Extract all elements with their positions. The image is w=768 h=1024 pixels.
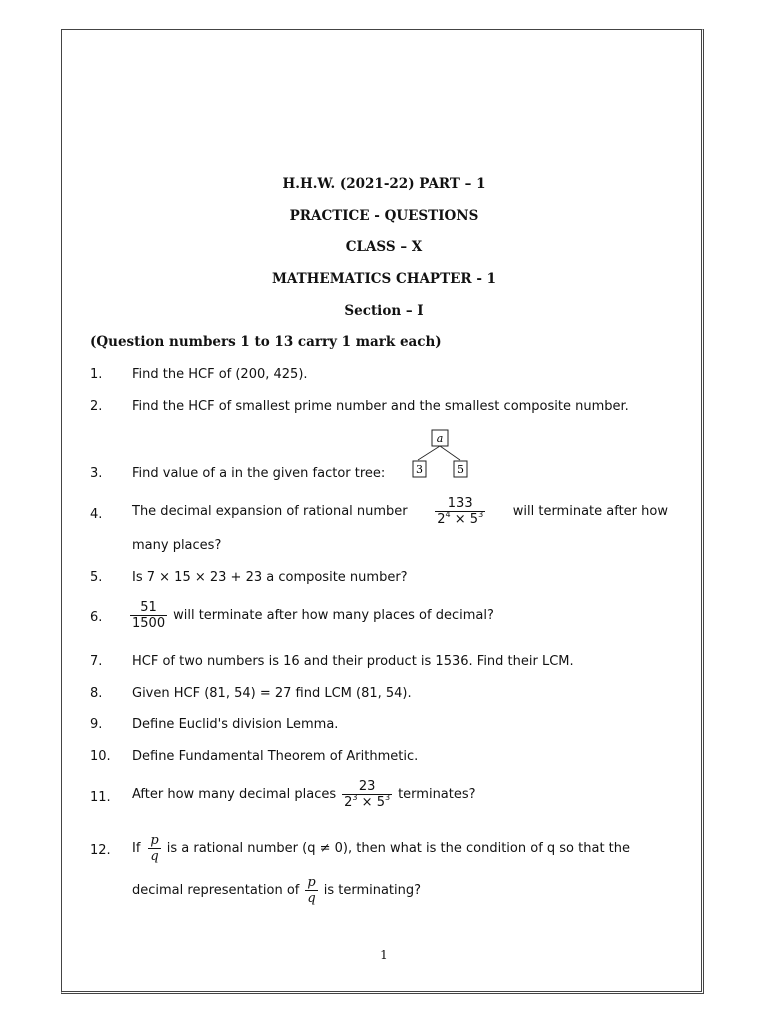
fraction xyxy=(130,600,167,631)
header-subtitle: PRACTICE - QUESTIONS xyxy=(289,208,479,224)
question-number: 5. xyxy=(90,570,103,585)
question-number: 8. xyxy=(90,686,103,701)
fraction-numerator: p xyxy=(150,833,159,848)
header-title: H.H.W. (2021-22) PART – 1 xyxy=(282,176,486,192)
fraction-denominator: $2^4 \times 5^3$ xyxy=(437,510,484,527)
question-text: The decimal expansion of rational number xyxy=(132,503,408,519)
fraction-denominator: 1500 xyxy=(132,616,166,631)
fraction-numerator: p xyxy=(307,875,316,890)
factor-tree-left: 3 xyxy=(416,463,423,476)
fraction-numerator: 51 xyxy=(130,600,167,616)
fraction xyxy=(305,875,317,906)
question-number: 12. xyxy=(90,843,111,858)
question-text-continued: will terminate after how xyxy=(512,503,668,519)
fraction xyxy=(435,496,485,527)
question-text: Is 7 × 15 × 23 + 23 a composite number? xyxy=(132,570,408,585)
question-text: decimal representation of xyxy=(132,882,300,898)
fraction-numerator: 23 xyxy=(342,779,392,795)
marks-instruction: (Question numbers 1 to 13 carry 1 mark each) xyxy=(90,334,442,350)
question-number: 10. xyxy=(90,749,111,764)
question-number: 11. xyxy=(90,790,111,805)
factor-tree-root: a xyxy=(436,432,444,445)
question-number: 4. xyxy=(90,507,103,522)
header-section: Section – I xyxy=(344,303,424,319)
question-number: 1. xyxy=(90,367,103,382)
factor-tree-diagram xyxy=(410,429,472,483)
question-text: Given HCF (81, 54) = 27 find LCM (81, 54). xyxy=(132,686,412,701)
fraction xyxy=(342,779,392,810)
fraction-denominator: q xyxy=(150,849,159,864)
question-text-continued: terminates? xyxy=(398,786,476,802)
header-class: CLASS – X xyxy=(345,239,423,255)
question-text: Find the HCF of smallest prime number and the smallest composite number. xyxy=(132,399,629,414)
factor-tree-right: 5 xyxy=(457,463,464,476)
header-chapter: MATHEMATICS CHAPTER - 1 xyxy=(271,271,497,287)
question-text: will terminate after how many places of decimal? xyxy=(173,607,494,623)
question-text: After how many decimal places xyxy=(132,786,337,802)
fraction-denominator: $2^3 \times 5^3$ xyxy=(344,793,391,810)
question-text: If xyxy=(132,840,141,856)
fraction xyxy=(148,833,160,864)
question-number: 6. xyxy=(90,610,103,625)
question-number: 9. xyxy=(90,717,103,732)
question-number: 3. xyxy=(90,466,103,481)
question-text: Find the HCF of (200, 425). xyxy=(132,367,308,382)
question-text: many places? xyxy=(132,538,222,553)
question-text-continued: is terminating? xyxy=(323,882,422,898)
question-text: Find value of a in the given factor tree: xyxy=(132,466,386,481)
question-number: 7. xyxy=(90,654,103,669)
fraction-numerator: 133 xyxy=(435,496,485,512)
question-text: Define Fundamental Theorem of Arithmetic. xyxy=(132,749,419,764)
fraction-denominator: q xyxy=(307,891,316,906)
page-number: 1 xyxy=(380,948,388,962)
question-text: Define Euclid's division Lemma. xyxy=(132,717,339,732)
question-number: 2. xyxy=(90,399,103,414)
question-text: HCF of two numbers is 16 and their product is 1536. Find their LCM. xyxy=(132,654,574,669)
question-text-continued: is a rational number (q ≠ 0), then what is the condition of q so that the xyxy=(166,840,631,856)
